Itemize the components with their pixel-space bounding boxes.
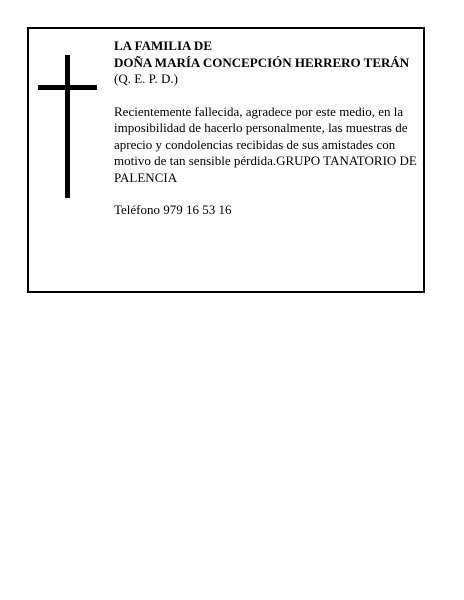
cross-horizontal-bar — [38, 85, 97, 90]
notice-heading-family: LA FAMILIA DE — [114, 38, 212, 53]
cross-vertical-bar — [65, 55, 70, 198]
notice-qepd: (Q. E. P. D.) — [114, 71, 178, 86]
notice-phone: Teléfono 979 16 53 16 — [114, 202, 232, 217]
notice-heading-deceased-name: DOÑA MARÍA CONCEPCIÓN HERRERO TERÁN — [114, 54, 410, 70]
notice-body: Recientemente fallecida, agradece por este medio, en la imposibilidad de hacerlo personalmente, las muestras de aprecio y condolencias recibidas de sus amistades con motivo de tan sensible pérdida.GRUPO TANATORIO DE PALENCIA — [114, 103, 417, 185]
notice-text — [114, 38, 419, 219]
